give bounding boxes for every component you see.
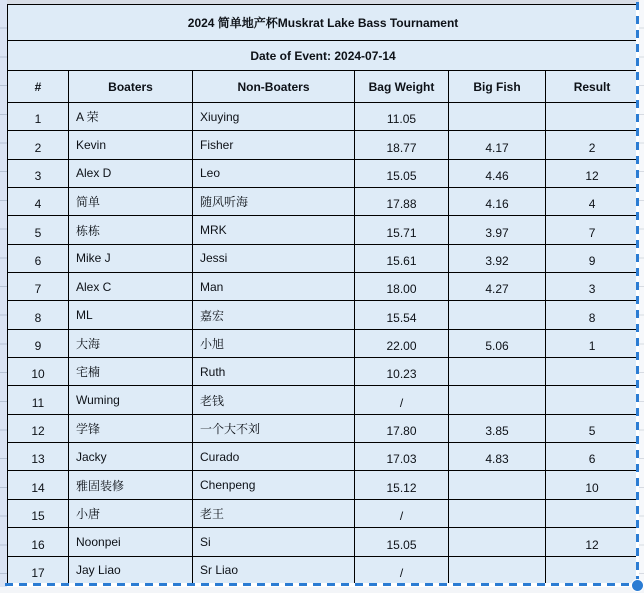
cell-rank[interactable]: 6 xyxy=(8,244,69,272)
cell-boater[interactable]: A 荣 xyxy=(69,103,193,131)
cell-bagweight[interactable]: 18.00 xyxy=(355,273,449,301)
cell-bigfish[interactable]: 3.85 xyxy=(449,414,546,442)
cell-nonboater[interactable]: 随风听海 xyxy=(193,188,355,216)
cell-result[interactable]: 1 xyxy=(546,329,639,357)
cell-bagweight[interactable]: 17.88 xyxy=(355,188,449,216)
cell-bagweight[interactable]: 10.23 xyxy=(355,358,449,386)
cell-rank[interactable]: 4 xyxy=(8,188,69,216)
cell-boater[interactable]: Noonpei xyxy=(69,528,193,556)
cell-result[interactable]: 8 xyxy=(546,301,639,329)
cell-boater[interactable]: 宅楠 xyxy=(69,358,193,386)
sheet-margin-left xyxy=(0,0,7,593)
table-row xyxy=(8,471,639,499)
cell-bagweight[interactable]: 15.61 xyxy=(355,244,449,272)
cell-bigfish[interactable]: 3.97 xyxy=(449,216,546,244)
cell-rank[interactable]: 5 xyxy=(8,216,69,244)
cell-rank[interactable]: 8 xyxy=(8,301,69,329)
cell-bagweight[interactable]: 15.05 xyxy=(355,159,449,187)
cell-bagweight[interactable]: 11.05 xyxy=(355,103,449,131)
cell-boater[interactable]: 简单 xyxy=(69,188,193,216)
cell-boater[interactable]: Alex D xyxy=(69,159,193,187)
selection-marquee-bottom xyxy=(5,583,639,586)
col-header-result[interactable]: Result xyxy=(546,71,639,103)
cell-boater[interactable]: Kevin xyxy=(69,131,193,159)
col-header-nonboaters[interactable]: Non-Boaters xyxy=(193,71,355,103)
cell-rank[interactable]: 10 xyxy=(8,358,69,386)
cell-nonboater[interactable]: Si xyxy=(193,528,355,556)
table-row xyxy=(8,216,639,244)
cell-result[interactable]: 2 xyxy=(546,131,639,159)
cell-result[interactable] xyxy=(546,499,639,527)
cell-nonboater[interactable]: 小旭 xyxy=(193,329,355,357)
cell-boater[interactable]: Wuming xyxy=(69,386,193,414)
cell-bigfish[interactable] xyxy=(449,499,546,527)
cell-bigfish[interactable] xyxy=(449,358,546,386)
cell-result[interactable]: 12 xyxy=(546,528,639,556)
cell-bagweight[interactable]: / xyxy=(355,556,449,585)
table-row xyxy=(8,556,639,585)
cell-bigfish[interactable]: 4.16 xyxy=(449,188,546,216)
cell-bigfish[interactable] xyxy=(449,471,546,499)
cell-bigfish[interactable] xyxy=(449,301,546,329)
cell-nonboater[interactable]: Fisher xyxy=(193,131,355,159)
cell-bagweight[interactable]: 15.71 xyxy=(355,216,449,244)
cell-bigfish[interactable]: 4.17 xyxy=(449,131,546,159)
cell-boater[interactable]: 栋栋 xyxy=(69,216,193,244)
cell-bagweight[interactable]: 22.00 xyxy=(355,329,449,357)
cell-result[interactable]: 12 xyxy=(546,159,639,187)
cell-nonboater[interactable]: Chenpeng xyxy=(193,471,355,499)
cell-bigfish[interactable] xyxy=(449,386,546,414)
cell-bigfish[interactable]: 4.83 xyxy=(449,443,546,471)
table-row xyxy=(8,273,639,301)
col-header-bigfish[interactable]: Big Fish xyxy=(449,71,546,103)
table-row xyxy=(8,301,639,329)
table-row xyxy=(8,329,639,357)
cell-rank[interactable]: 9 xyxy=(8,329,69,357)
table-row xyxy=(8,131,639,159)
cell-result[interactable]: 10 xyxy=(546,471,639,499)
cell-rank[interactable]: 7 xyxy=(8,273,69,301)
cell-bigfish[interactable]: 4.27 xyxy=(449,273,546,301)
cell-result[interactable]: 7 xyxy=(546,216,639,244)
selection-marquee-right xyxy=(636,2,639,586)
cell-bagweight[interactable]: 15.54 xyxy=(355,301,449,329)
cell-result[interactable]: 9 xyxy=(546,244,639,272)
cell-result[interactable] xyxy=(546,556,639,585)
col-header-rank[interactable]: # xyxy=(8,71,69,103)
table-row xyxy=(8,499,639,527)
cell-rank[interactable]: 2 xyxy=(8,131,69,159)
cell-bagweight[interactable]: / xyxy=(355,386,449,414)
cell-bagweight[interactable]: 15.12 xyxy=(355,471,449,499)
cell-bigfish[interactable]: 4.46 xyxy=(449,159,546,187)
cell-boater[interactable]: Jay Liao xyxy=(69,556,193,585)
cell-rank[interactable]: 15 xyxy=(8,499,69,527)
cell-rank[interactable]: 1 xyxy=(8,103,69,131)
cell-boater[interactable]: Mike J xyxy=(69,244,193,272)
cell-bagweight[interactable]: / xyxy=(355,499,449,527)
cell-result[interactable]: 5 xyxy=(546,414,639,442)
cell-bagweight[interactable]: 17.80 xyxy=(355,414,449,442)
cell-boater[interactable]: Jacky xyxy=(69,443,193,471)
cell-boater[interactable]: 学锋 xyxy=(69,414,193,442)
cell-boater[interactable]: 大海 xyxy=(69,329,193,357)
table-row xyxy=(8,188,639,216)
cell-result[interactable] xyxy=(546,358,639,386)
sheet-margin-right xyxy=(639,0,644,593)
col-header-bagweight[interactable]: Bag Weight xyxy=(355,71,449,103)
cell-bagweight[interactable]: 15.05 xyxy=(355,528,449,556)
table-row xyxy=(8,386,639,414)
table-row xyxy=(8,103,639,131)
sheet-margin-bottom xyxy=(0,587,644,593)
selection-handle[interactable] xyxy=(631,579,644,592)
table-row xyxy=(8,528,639,556)
cell-rank[interactable]: 16 xyxy=(8,528,69,556)
cell-nonboater[interactable]: 一个大不刘 xyxy=(193,414,355,442)
cell-result[interactable]: 3 xyxy=(546,273,639,301)
event-date[interactable]: Date of Event: 2024-07-14 xyxy=(8,41,639,71)
cell-nonboater[interactable]: Jessi xyxy=(193,244,355,272)
cell-nonboater[interactable]: Sr Liao xyxy=(193,556,355,585)
cell-rank[interactable]: 11 xyxy=(8,386,69,414)
cell-result[interactable]: 6 xyxy=(546,443,639,471)
cell-nonboater[interactable]: Man xyxy=(193,273,355,301)
table-row xyxy=(8,358,639,386)
cell-bigfish[interactable] xyxy=(449,103,546,131)
cell-rank[interactable]: 13 xyxy=(8,443,69,471)
cell-result[interactable] xyxy=(546,386,639,414)
cell-boater[interactable]: 雅固装修 xyxy=(69,471,193,499)
results-table xyxy=(7,4,639,585)
col-header-boaters[interactable]: Boaters xyxy=(69,71,193,103)
cell-rank[interactable]: 3 xyxy=(8,159,69,187)
cell-nonboater[interactable]: MRK xyxy=(193,216,355,244)
cell-rank[interactable]: 14 xyxy=(8,471,69,499)
table-row xyxy=(8,414,639,442)
cell-nonboater[interactable]: Xiuying xyxy=(193,103,355,131)
cell-bigfish[interactable] xyxy=(449,528,546,556)
cell-nonboater[interactable]: 老钱 xyxy=(193,386,355,414)
cell-nonboater[interactable]: Ruth xyxy=(193,358,355,386)
cell-nonboater[interactable]: Leo xyxy=(193,159,355,187)
table-row xyxy=(8,244,639,272)
cell-nonboater[interactable]: 老王 xyxy=(193,499,355,527)
table-title[interactable]: 2024 简单地产杯Muskrat Lake Bass Tournament xyxy=(8,5,639,41)
title-row xyxy=(8,5,639,41)
date-row xyxy=(8,41,639,71)
cell-nonboater[interactable]: Curado xyxy=(193,443,355,471)
cell-rank[interactable]: 12 xyxy=(8,414,69,442)
cell-bagweight[interactable]: 17.03 xyxy=(355,443,449,471)
cell-bigfish[interactable]: 5.06 xyxy=(449,329,546,357)
cell-bagweight[interactable]: 18.77 xyxy=(355,131,449,159)
table-row xyxy=(8,443,639,471)
table-row xyxy=(8,159,639,187)
header-row xyxy=(8,71,639,103)
cell-rank[interactable]: 17 xyxy=(8,556,69,585)
cell-boater[interactable]: 小唐 xyxy=(69,499,193,527)
cell-nonboater[interactable]: 嘉宏 xyxy=(193,301,355,329)
cell-boater[interactable]: ML xyxy=(69,301,193,329)
cell-bigfish[interactable] xyxy=(449,556,546,585)
cell-result[interactable]: 4 xyxy=(546,188,639,216)
cell-result[interactable] xyxy=(546,103,639,131)
cell-bigfish[interactable]: 3.92 xyxy=(449,244,546,272)
cell-boater[interactable]: Alex C xyxy=(69,273,193,301)
